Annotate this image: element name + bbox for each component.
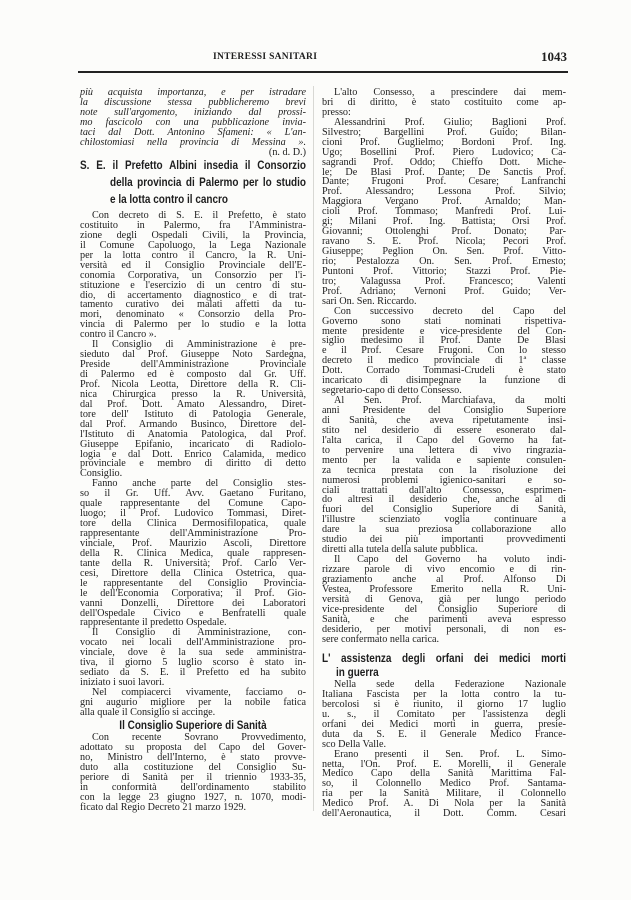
text-line: Erano presenti il Sen. Prof. L. Simo-: [334, 748, 566, 760]
text-line: dio, di accertamento diagnostico e di trat-: [80, 289, 306, 301]
text-line: logia e dal Dott. Enrico Calamida, medico: [80, 448, 306, 460]
text-line: duto alla costituzione del Consiglio Su-: [80, 761, 306, 773]
text-line: bri di diritto, è stato costituito come ap-: [322, 96, 566, 108]
text-line: Prof. Adriano; Vernoni Prof. Guido; Ver-: [322, 285, 566, 297]
text-line: dell'Ospedale Civico e Benfratelli quale: [80, 607, 306, 619]
text-line: contro il Cancro ».: [80, 329, 157, 341]
text-line: Nel compiacerci vivamente, facciamo o-: [92, 687, 306, 698]
heading-line: e la lotta contro il cancro: [110, 193, 229, 206]
text-line: adottato su proposta del Capo del Gover-: [80, 741, 306, 753]
text-line: sari On. Sen. Riccardo.: [322, 295, 417, 307]
text-line: Prof. Alessandro; Lessona Prof. Silvio;: [322, 186, 566, 198]
article-body-consiglio-superiore: [80, 733, 306, 813]
paragraph: [80, 628, 306, 688]
paragraph: [322, 307, 566, 396]
text-line: Governo sono stati nominati rispettiva-: [322, 315, 566, 327]
text-line: rizzare parole di vivo encomio e di rin-: [322, 564, 566, 575]
paragraph: [80, 688, 306, 718]
article-heading-orfani: [322, 652, 566, 680]
text-line: Con decreto di S. E. il Prefetto, è stato: [92, 210, 306, 221]
text-line: sieduto dal Prof. Giuseppe Noto Sardegna,: [80, 349, 306, 361]
text-line: Consiglio.: [80, 468, 123, 480]
text-line: dare la sua preziosa collaborazione allo: [322, 524, 566, 536]
article-body-consiglio-superiore-cont: [322, 88, 566, 645]
text-line: cesi, Direttore della Clinica Ostetrica, qua-: [80, 567, 306, 579]
text-line: in conformità dell'ordinamento stabilito: [80, 781, 306, 793]
paragraph: [80, 211, 306, 340]
text-line: numerosi problemi igienico-sanitari e so-: [322, 474, 566, 486]
text-line: za tecnica prestata con la risoluzione dei: [322, 464, 566, 476]
text-line: Giuseppe Epifanio, incaricato di Radiolo-: [80, 438, 306, 450]
signature: (n. d. D.): [268, 147, 306, 158]
text-line: tante della R. Università; Prof. Carlo Ver-: [80, 557, 306, 569]
text-line: segretario-capo di detto Consesso.: [322, 385, 462, 397]
column-divider: [313, 86, 314, 811]
text-line: ficato dal Regio Decreto 21 marzo 1929.: [80, 801, 247, 813]
article-body-orfani: [322, 680, 566, 819]
text-line: Silvestro; Bargellini Prof. Guido; Bilan-: [322, 126, 566, 138]
text-line: sco Della Valle.: [322, 738, 387, 750]
text-line: taci dal Dott. Antonino Sfameni: « L'an-: [80, 126, 306, 138]
paragraph: [80, 733, 306, 813]
text-line: quale rappresentante del Comune Capo-: [80, 498, 306, 510]
heading-line: L' assistenza degli orfani dei medici morti: [322, 652, 566, 665]
text-line: netta, l'On. Prof. E. Morelli, il Generale: [322, 758, 566, 770]
text-line: vincia di Palermo per lo studio e la lotta: [80, 319, 306, 331]
text-line: decreto il medico provinciale di 1ª classe: [322, 355, 566, 367]
paragraph: [322, 396, 566, 555]
text-line: rio; Pestalozza On. Sen. Prof. Ernesto;: [322, 255, 566, 267]
text-line: mento per la valida e sapiente consulen-: [322, 454, 566, 466]
text-line: l'Istituto di Anatomia Patologica, dal Prof.: [80, 428, 306, 440]
text-line: note sull'argomento, iniziando dal prossi-: [80, 106, 306, 118]
text-line: le dell'Economia Corporativa; il Prof. Gio-: [80, 587, 306, 599]
text-line: Il Consiglio di Amministrazione è pre-: [92, 339, 306, 351]
text-line: Maggiora Vergano Prof. Arnaldo; Man-: [322, 196, 566, 208]
text-line: tore della Clinica Dermosifilopatica, quale: [80, 518, 306, 530]
text-line: u. s., il Comitato per l'assistenza degli: [322, 708, 566, 720]
text-line: tro; Valagussa Prof. Francesco; Valenti: [322, 275, 566, 287]
text-line: luogo; il Prof. Ludovico Tommasi, Diret-: [80, 508, 306, 520]
paragraph: [322, 118, 566, 307]
text-line: Giovanni; Ottolenghi Prof. Donato; Par-: [322, 226, 566, 238]
text-line: sediato da S. E. il Prefetto ed ha subito: [80, 667, 306, 679]
text-line: versità di Genova, già per lungo periodo: [322, 593, 566, 605]
text-line: della R. Clinica Medica, quale rappresen-: [80, 547, 306, 559]
text-line: stito nel desiderio di essere esonerato dal-: [322, 424, 566, 436]
text-line: Italiana Fascista per la lotta contro la tu-: [322, 688, 566, 700]
text-line: nica Chirurgica presso la R. Università,: [80, 388, 306, 400]
text-line: le; De Blasi Prof. Dante; De Sanctis Prof.: [322, 166, 566, 178]
text-line: Il Consiglio di Amministrazione, con-: [92, 627, 306, 639]
text-line: ravano S. E. Prof. Nicola; Pecori Prof.: [322, 236, 566, 248]
article-heading-consiglio-superiore: [80, 719, 306, 733]
text-line: vocato nei locali dell'Amministrazione pro-: [80, 637, 306, 649]
text-line: Puntoni Prof. Vittorio; Stazzi Prof. Pie-: [322, 265, 566, 277]
article-body-consorzio: [80, 211, 306, 718]
text-line: tamento curativo dei malati affetti da tu-: [80, 299, 306, 311]
text-line: chilostomiasi nella provincia di Messina ».: [80, 136, 306, 148]
text-line: gi; Milani Prof. Ing. Battista; Orsi Prof.: [322, 216, 566, 228]
paragraph: [80, 340, 306, 479]
text-line: Dott. Corrado Tommasi-Crudeli è stato: [322, 365, 566, 377]
text-line: conomia Corporativa, un Consorzio per l'i-: [80, 269, 306, 281]
text-line: Alessandrini Prof. Giulio; Baglioni Prof.: [334, 116, 566, 128]
text-line: no, Ministro dell'Interno, è stato provve-: [80, 751, 306, 763]
text-line: l'alta carica, il Capo del Governo ha fat-: [322, 434, 566, 446]
text-line: di Palermo ed è composto dal Gr. Uff.: [80, 369, 306, 380]
text-line: Con recente Sovrano Provvedimento,: [92, 732, 306, 743]
text-line: Sanità, e che parimenti aveva espresso: [322, 613, 566, 625]
paragraph: [322, 750, 566, 820]
text-line: iniziato i suoi lavori.: [80, 677, 165, 689]
paragraph: [322, 88, 566, 118]
running-header-title: INTERESSI SANITARI: [213, 52, 318, 62]
text-line: diretti alla tutela della salute pubblica.: [322, 544, 478, 556]
text-line: ria per la Sanità Militare, il Colonnello: [322, 788, 566, 800]
text-line: la discussione stessa pubblicheremo brevi: [80, 96, 306, 108]
heading-line: in guerra: [336, 666, 379, 679]
text-line: costituito in Palermo, fra l'Amministra-: [80, 219, 306, 231]
text-line: sere confermato nella carica.: [322, 633, 440, 645]
text-line: incaricato di disimpegnare la funzione di: [322, 375, 566, 387]
text-line: graziamento anche al Prof. Alfonso Di: [322, 573, 566, 585]
text-line: periore di Sanità per il triennio 1933-35,: [80, 771, 306, 783]
text-line: stituzione e l'esercizio di un centro di stu-: [80, 279, 306, 291]
text-line: per la lotta contro il Cancro, la R. Uni-: [80, 249, 306, 261]
text-line: e il Prof. Cesare Frugoni. Con lo stesso: [322, 345, 566, 357]
paragraph: [322, 680, 566, 750]
text-line: di Sanità, che aveva ripetutamente insi-: [322, 414, 566, 426]
text-line: Giuseppe; Peglion On. Sen. Prof. Vitto-: [322, 246, 566, 257]
text-line: cioni Prof. Guglielmo; Bordoni Prof. Ing.: [322, 136, 566, 148]
text-line: l'illustre scienziato voglia continuare a: [322, 514, 566, 526]
text-line: tiva, il giorno 5 luglio scorso è stato in-: [80, 657, 306, 669]
text-line: Vestea, Professore Emerito nella R. Uni-: [322, 583, 566, 595]
text-line: Preside dell'Amministrazione Provinciale: [80, 359, 306, 371]
text-line: bercolosi si è riunito, il giorno 17 luglio: [322, 698, 566, 710]
text-line: siglio medesimo il Prof. Dante De Blasi: [322, 335, 566, 347]
text-line: zione degli Ospedali Civili, la Provincia,: [80, 229, 306, 241]
text-line: con la legge 23 giugno 1927, n. 1070, modi-: [80, 791, 306, 803]
text-line: vice-presidente del Consiglio Superiore di: [322, 603, 566, 615]
text-line: Il Capo del Governo ha voluto indi-: [334, 554, 566, 566]
text-line: Dante; Frugoni Prof. Cesare; Lanfranchi: [322, 176, 566, 188]
text-line: mori, denominato « Consorzio della Pro-: [80, 309, 306, 321]
paragraph: [322, 555, 566, 644]
text-line: cioli Prof. Tommaso; Manfredi Prof. Lui-: [322, 206, 566, 218]
text-line: vanni Donzelli, Direttore dei Laboratori: [80, 597, 306, 609]
text-line: provinciale e membro di diritto di detto: [80, 458, 306, 470]
text-line: do altresì il desiderio che, anche al di: [322, 494, 566, 506]
heading-line: Il Consiglio Superiore di Sanità: [119, 719, 267, 732]
text-line: Medico Capo della Sanità Marittima Fal-: [322, 768, 566, 780]
text-line: ciali trattati dall'alto Consesso, esprimen-: [322, 484, 566, 496]
text-line: to pervenire una lettera di vivo ringrazia-: [322, 444, 566, 456]
text-line: più acquista importanza, e per istradare: [80, 87, 306, 98]
text-line: Ugo; Bosellini Prof. Piero Ludovico; Ca-: [322, 146, 566, 158]
text-line: alla quale il Consiglio si accinge.: [80, 706, 216, 718]
text-line: L'alto Consesso, a prescindere dai mem-: [334, 87, 566, 98]
text-line: Medico Prof. A. Di Nola per la Sanità: [322, 798, 566, 810]
text-line: dal Prof. Dott. Amato Alessandro, Diret-: [80, 398, 306, 410]
paragraph: [80, 479, 306, 628]
text-line: il Comune Capoluogo, la Lega Nazionale: [80, 239, 306, 251]
text-line: Fanno anche parte del Consiglio stes-: [92, 478, 306, 490]
text-line: versità ed il Consiglio Provinciale dell'E-: [80, 259, 306, 271]
text-line: Nella sede della Federazione Nazionale: [334, 679, 566, 690]
article-heading-consorzio: [80, 157, 306, 208]
heading-line: della provincia di Palermo per lo studio: [110, 176, 306, 189]
text-line: Con successivo decreto del Capo del: [334, 305, 566, 317]
intro-note: [80, 88, 306, 148]
text-line: dal Prof. Armando Businco, Direttore del-: [80, 418, 306, 430]
text-line: rappresentante il predetto Ospedale.: [80, 617, 227, 629]
text-line: Prof. Nicola Leotta, Direttore della R. Cli-: [80, 378, 306, 390]
heading-line: S. E. il Prefetto Albini insedia il Consorzio: [80, 159, 306, 172]
text-line: studio dei più importanti provvedimenti: [322, 534, 566, 546]
text-line: Al Sen. Prof. Marchiafava, da molti: [334, 395, 566, 407]
text-line: orfani dei Medici morti in guerra, presie-: [322, 718, 566, 730]
paragraph: [80, 88, 306, 148]
text-line: dell'Aeronautica, il Dott. Comm. Cesari: [322, 808, 566, 820]
text-line: sagrandi Prof. Oddo; Chieffo Dott. Miche-: [322, 156, 566, 168]
text-line: rappresentante dell'Amministrazione Pro-: [80, 528, 306, 539]
text-line: so, il Colonnello Medico Prof. Santama-: [322, 778, 566, 790]
text-line: gni augurio migliore per la nobile fatica: [80, 696, 306, 708]
text-line: tore dell' Istituto di Patologia Generale,: [80, 408, 306, 420]
text-line: vinciale, dove è la sua sede amministra-: [80, 647, 306, 659]
text-line: duta da S. E. il Generale Medico France-: [322, 728, 566, 740]
text-line: desiderio, per motivi personali, di non es-: [322, 623, 566, 635]
header-rule: [78, 71, 568, 73]
text-line: so il Gr. Uff. Avv. Gaetano Furitano,: [80, 488, 306, 500]
text-line: vinciale, Prof. Maurizio Ascoli, Direttore: [80, 537, 306, 549]
text-line: mente presidente e vice-presidente del Con-: [322, 325, 566, 337]
text-line: fuori del Consiglio Superiore di Sanità,: [322, 504, 566, 516]
text-line: presso:: [322, 106, 351, 118]
text-line: anni Presidente del Consiglio Superiore: [322, 405, 566, 416]
text-line: mo fascicolo con una pubblicazione invia-: [80, 116, 306, 128]
text-line: le rappresentante del Consiglio Provincia-: [80, 577, 306, 589]
page-number: 1043: [541, 49, 567, 64]
